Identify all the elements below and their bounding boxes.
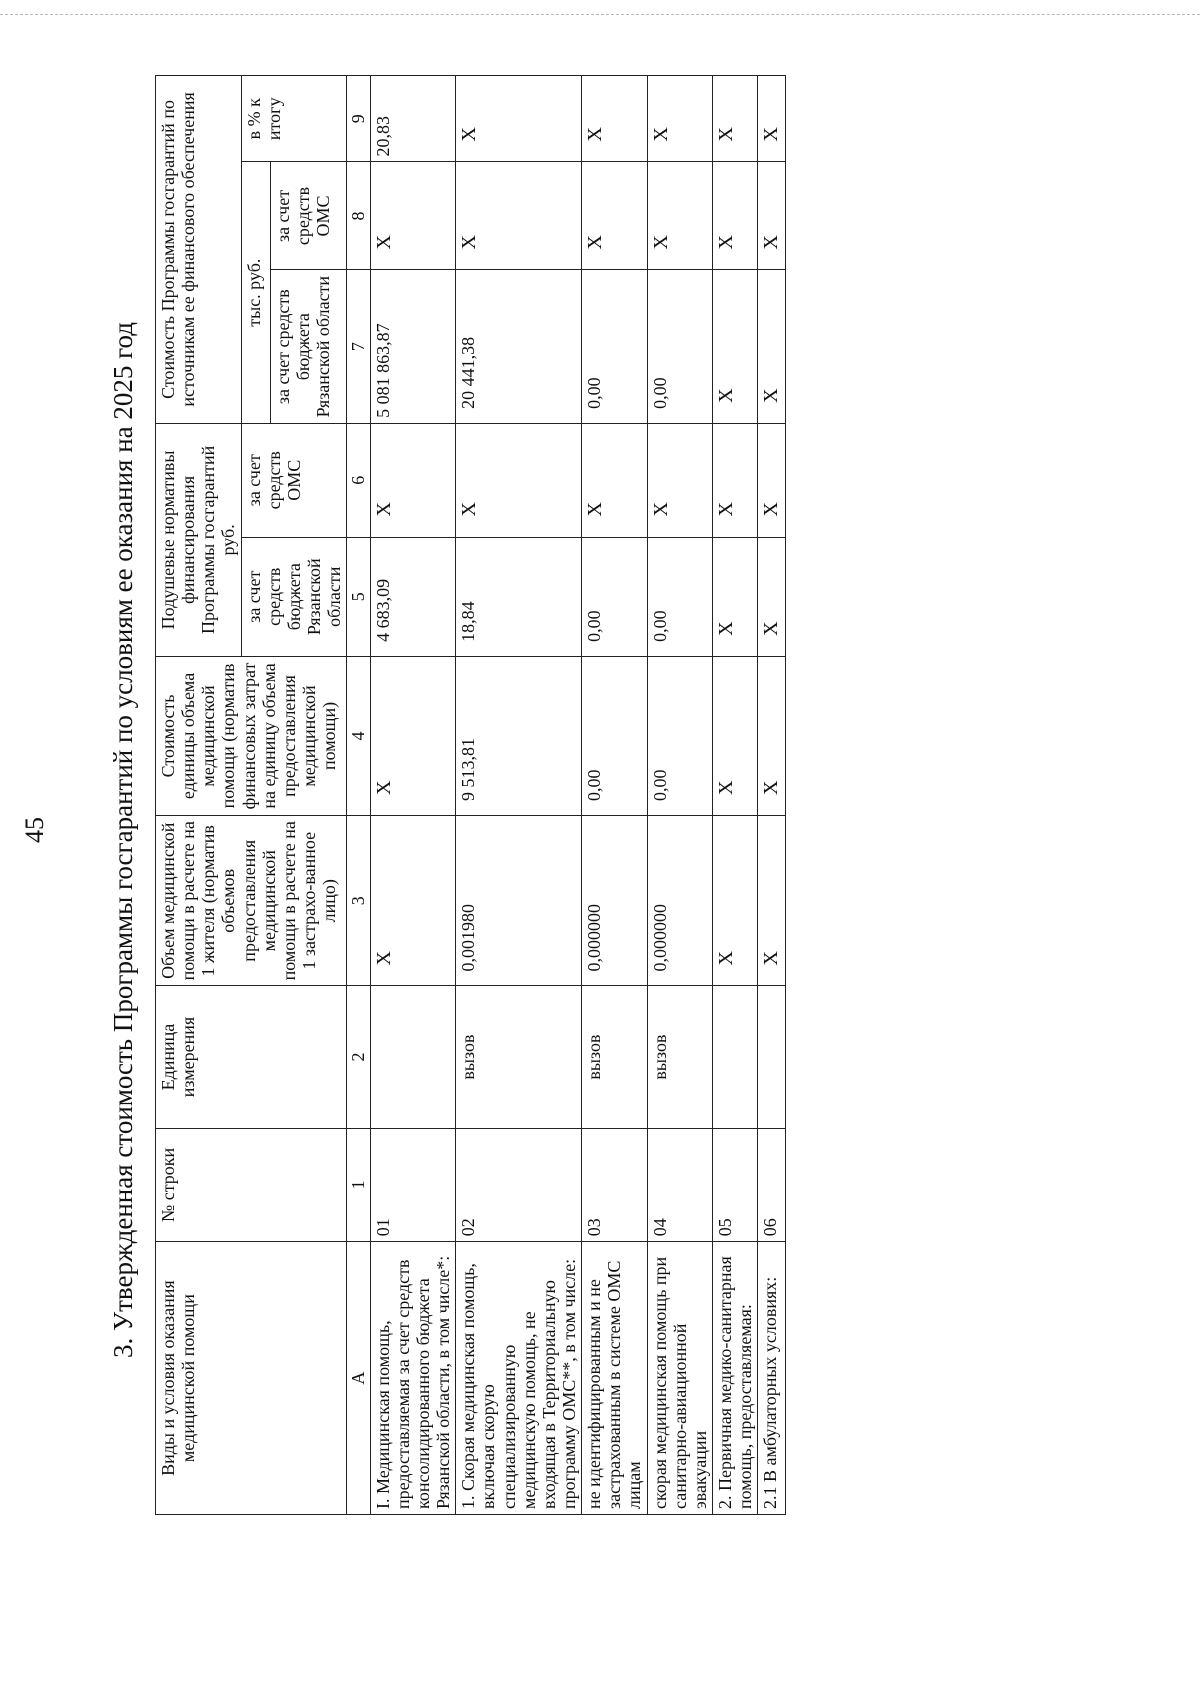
col-number: 4 [347, 656, 370, 815]
row-pc-budget: 0,00 [582, 537, 647, 656]
row-unit: вызов [647, 986, 712, 1128]
row-volume: Х [758, 816, 785, 986]
row-unit-cost: Х [758, 656, 785, 815]
header-cost-oms: за счет средств ОМС [270, 162, 346, 270]
row-unit [758, 986, 785, 1128]
table-row [758, 76, 785, 1515]
table-row [456, 76, 582, 1515]
header-cost-budget: за счет средств бюджета Рязанской области [270, 270, 346, 423]
row-cost-oms: Х [456, 162, 582, 270]
table-row [582, 76, 647, 1515]
row-pc-oms: Х [370, 423, 456, 537]
row-cost-budget: 0,00 [647, 270, 712, 423]
row-unit-cost: 0,00 [647, 656, 712, 815]
cost-table [155, 75, 786, 1515]
header-row-1 [156, 76, 242, 1515]
col-number: 5 [347, 537, 370, 656]
col-number: 6 [347, 423, 370, 537]
header-col-4: Стоимость единицы объема медицинской помощи (норматив финансовых затрат на единицу объема предоставления медицинской помощи) [156, 656, 347, 815]
row-name: I. Медицинская помощь, предоставляемая за счет средств консолидированного бюджета Рязанской области, в том числе*: [370, 1242, 456, 1515]
header-per-capita-group [156, 423, 242, 656]
row-pc-budget: 0,00 [647, 537, 712, 656]
row-name: 2. Первичная медико-санитарная помощь, предоставляемая: [713, 1242, 758, 1515]
header-per-capita-title: Подушевые нормативы финансирования Программы госгарантий [158, 445, 219, 635]
row-unit-cost: 0,00 [582, 656, 647, 815]
row-line: 03 [582, 1128, 647, 1242]
row-cost-oms: Х [370, 162, 456, 270]
row-pc-budget: Х [758, 537, 785, 656]
row-volume: Х [713, 816, 758, 986]
header-col-3: Объем медицинской помощи в расчете на 1 жителя (норматив объемов предоставления медицинской помощи в расчете на 1 застрахо-ванное лицо) [156, 816, 347, 986]
table-row [370, 76, 456, 1515]
header-per-capita-unit: руб. [218, 524, 239, 556]
row-percent: Х [647, 76, 712, 162]
row-unit [370, 986, 456, 1128]
col-number: 7 [347, 270, 370, 423]
col-number: А [347, 1242, 370, 1515]
row-cost-budget: 5 081 863,87 [370, 270, 456, 423]
col-number: 3 [347, 816, 370, 986]
row-line: 04 [647, 1128, 712, 1242]
row-percent: Х [758, 76, 785, 162]
table-row [647, 76, 712, 1515]
col-number: 2 [347, 986, 370, 1128]
col-number: 9 [347, 76, 370, 162]
header-col-a: Виды и условия оказания медицинской помощи [156, 1242, 347, 1515]
scan-artifact-line [0, 14, 1200, 15]
row-cost-oms: Х [582, 162, 647, 270]
row-line: 02 [456, 1128, 582, 1242]
row-percent: Х [582, 76, 647, 162]
row-pc-oms: Х [647, 423, 712, 537]
header-col-1: № строки [156, 1128, 347, 1242]
row-unit: вызов [456, 986, 582, 1128]
row-cost-budget: Х [713, 270, 758, 423]
row-name: 2.1 В амбулаторных условиях: [758, 1242, 785, 1515]
header-col-2: Единица измерения [156, 986, 347, 1128]
page-number: 45 [20, 817, 49, 843]
row-cost-budget: Х [758, 270, 785, 423]
row-percent: 20,83 [370, 76, 456, 162]
row-cost-budget: 0,00 [582, 270, 647, 423]
row-volume: 0,000000 [647, 816, 712, 986]
row-percent: Х [713, 76, 758, 162]
row-name: скорая медицинская помощь при санитарно-авиационной эвакуации [647, 1242, 712, 1515]
row-pc-oms: Х [456, 423, 582, 537]
rotated-page [0, 50, 1180, 1610]
column-number-row [347, 76, 370, 1515]
col-number: 8 [347, 162, 370, 270]
row-name: не идентифицированным и не застрахованным в системе ОМС лицам [582, 1242, 647, 1515]
row-cost-oms: Х [713, 162, 758, 270]
row-unit: вызов [582, 986, 647, 1128]
row-pc-budget: Х [713, 537, 758, 656]
row-name: 1. Скорая медицинская помощь, включая скорую специализированную медицинскую помощь, не входящая в Территориальную программу ОМС**, в том числе: [456, 1242, 582, 1515]
row-unit-cost: 9 513,81 [456, 656, 582, 815]
row-line: 01 [370, 1128, 456, 1242]
header-cost-group [156, 76, 242, 424]
row-line: 06 [758, 1128, 785, 1242]
row-pc-oms: Х [758, 423, 785, 537]
row-pc-budget: 18,84 [456, 537, 582, 656]
col-number: 1 [347, 1128, 370, 1242]
header-percent: в % к итогу [241, 76, 347, 162]
document-title: 3. Утвержденная стоимость Программы госгарантий по условиям ее оказания на 2025 год [108, 321, 138, 1359]
row-unit-cost: Х [713, 656, 758, 815]
row-volume: 0,001980 [456, 816, 582, 986]
table-row [713, 76, 758, 1515]
header-pc-oms: за счет средств ОМС [241, 423, 347, 537]
row-cost-oms: Х [758, 162, 785, 270]
row-cost-budget: 20 441,38 [456, 270, 582, 423]
row-volume: 0,000000 [582, 816, 647, 986]
row-pc-oms: Х [713, 423, 758, 537]
row-pc-budget: 4 683,09 [370, 537, 456, 656]
header-pc-budget: за счет средств бюджета Рязанской области [241, 537, 347, 656]
row-line: 05 [713, 1128, 758, 1242]
row-cost-oms: Х [647, 162, 712, 270]
header-cost-unit: тыс. руб. [241, 162, 270, 423]
row-pc-oms: Х [582, 423, 647, 537]
row-unit [713, 986, 758, 1128]
header-cost-title: Стоимость Программы госгарантий по источникам ее финансового обеспечения [158, 92, 199, 407]
row-unit-cost: Х [370, 656, 456, 815]
row-percent: Х [456, 76, 582, 162]
row-volume: Х [370, 816, 456, 986]
